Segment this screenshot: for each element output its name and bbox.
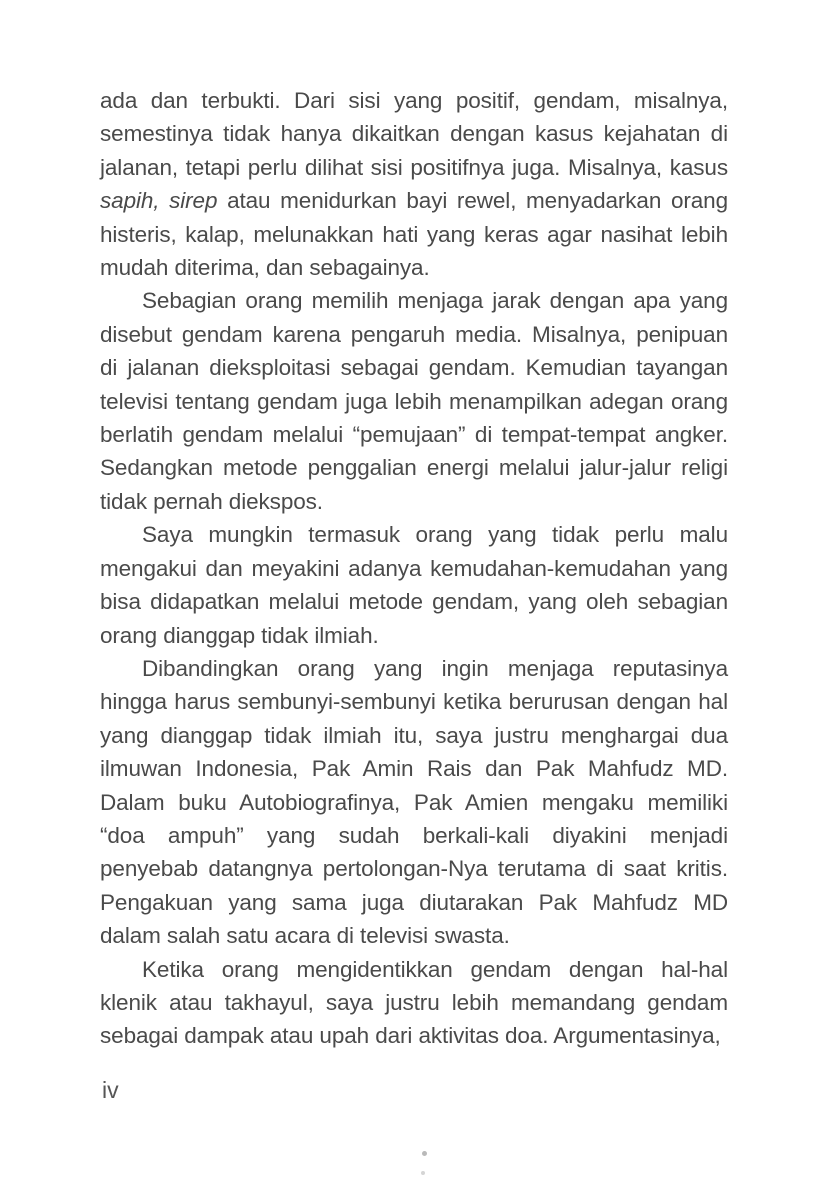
scan-artifact-dot	[421, 1171, 425, 1175]
paragraph-3-text: Saya mungkin termasuk orang yang tidak perlu malu mengakui dan meyakini adanya kemudahan-kemudahan yang bisa didapatkan melalui metode gendam, yang oleh sebagian orang dianggap tidak ilmiah.	[100, 522, 728, 648]
paragraph-5	[100, 953, 728, 1053]
paragraph-2	[100, 284, 728, 518]
paragraph-1	[100, 84, 728, 284]
page-number: iv	[102, 1077, 119, 1103]
body-text	[100, 84, 728, 1053]
paragraph-1-text-continued: atau menidurkan bayi rewel, menyadarkan orang histeris, kalap, melunakkan hati yang keras agar nasihat lebih mudah diterima, dan sebagainya.	[100, 188, 728, 281]
paragraph-4	[100, 652, 728, 953]
paragraph-1-text: ada dan terbukti. Dari sisi yang positif, gendam, misalnya, semestinya tidak hanya dikaitkan dengan kasus kejahatan di jalanan, tetapi perlu dilihat sisi positifnya juga. Misalnya, kasus	[100, 88, 728, 180]
paragraph-1-italic-phrase: sapih, sirep	[100, 188, 218, 214]
paragraph-4-text: Dibandingkan orang yang ingin menjaga reputasinya hingga harus sembunyi-sembunyi ketika berurusan dengan hal yang dianggap tidak ilmiah itu, saya justru menghargai dua ilmuwan Indonesia, Pak Amin Rais dan Pak Mahfudz MD. Dalam buku Autobiografinya, Pak Amien mengaku memiliki “doa ampuh” yang sudah berkali-kali diyakini menjadi penyebab datangnya pertolongan-Nya terutama di saat kritis. Pengakuan yang sama juga diutarakan Pak Mahfudz MD dalam salah satu acara di televisi swasta.	[100, 655, 728, 949]
paragraph-2-text: Sebagian orang memilih menjaga jarak dengan apa yang disebut gendam karena pengaruh media. Misalnya, penipuan di jalanan dieksploitasi sebagai gendam. Kemudian tayangan televisi tentang gendam juga lebih menampilkan adegan orang berlatih gendam melalui “pemujaan” di tempat-tempat angker. Sedangkan metode penggalian energi melalui jalur-jalur religi tidak pernah diekspos.	[100, 288, 728, 514]
scan-artifact-dot	[422, 1151, 427, 1156]
paragraph-5-text: Ketika orang mengidentikkan gendam dengan hal-hal klenik atau takhayul, saya justru lebih memandang gendam sebagai dampak atau upah dari aktivitas doa. Argumentasinya,	[100, 956, 728, 1049]
paragraph-3	[100, 518, 728, 652]
